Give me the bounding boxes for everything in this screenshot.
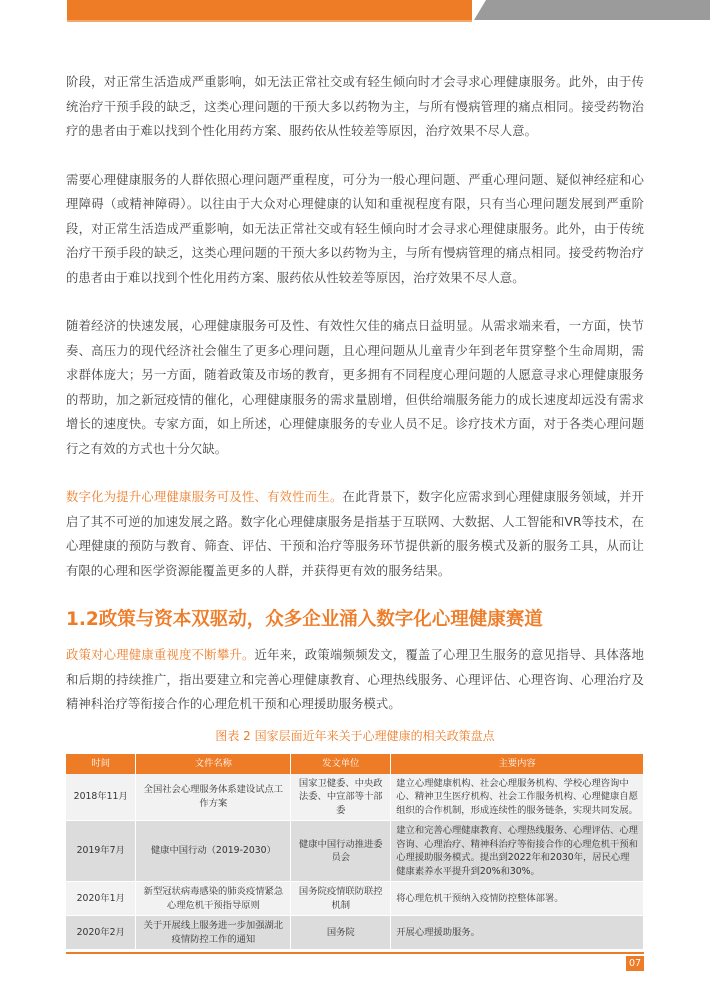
page-content: [66, 70, 644, 950]
cell-document: 健康中国行动（2019-2030）: [136, 821, 291, 882]
footer-divider: [66, 952, 644, 954]
cell-document: 关于开展线上服务进一步加强湖北疫情防控工作的通知: [136, 916, 291, 950]
paragraph-2: 需要心理健康服务的人群依照心理问题严重程度，可分为一般心理问题、严重心理问题、疑似神经症和心理障碍（或精神障碍）。以往由于大众对心理健康的认知和重视程度有限，只有当心理问题发展到严重阶段，对正常生活造成严重影响，如无法正常社交或有轻生倾向时才会寻求心理健康服务。此外，由于传统治疗干预手段的缺乏，这类心理问题的干预大多以药物为主，与所有慢病管理的痛点相同。接受药物治疗的患者由于难以找到个性化用药方案、服药依从性较差等原因，治疗效果不尽人意。: [66, 172, 644, 285]
cell-issuer: 健康中国行动推进委员会: [291, 821, 391, 882]
header-orange-tip: [450, 0, 472, 20]
header-document: 文件名称: [136, 754, 291, 774]
paragraph-3: 随着经济的快速发展，心理健康服务可及性、有效性欠佳的痛点日益明显。从需求端来看，一方面，快节奏、高压力的现代经济社会催生了更多心理问题，且心理问题从儿童青少年到老年贯穿整个生命周期，需求群体庞大；另一方面，随着政策及市场的教育，更多拥有不同程度心理问题的人愿意寻求心理健康服务的帮助，加之新冠疫情的催化，心理健康服务的需求量剧增，但供给端服务能力的成长速度却远没有需求增长的速度快。专家方面，如上所述，心理健康服务的专业人员不足。诊疗技术方面，对于各类心理问题行之有效的方式也十分欠缺。: [66, 319, 644, 456]
paragraph-4: [66, 485, 644, 583]
cell-content: 将心理危机干预纳入疫情防控整体部署。: [391, 882, 644, 916]
cell-issuer: 国务院疫情联防联控机制: [291, 882, 391, 916]
cell-issuer: 国务院: [291, 916, 391, 950]
cell-time: 2019年7月: [66, 821, 136, 882]
table-caption: 图表 2 国家层面近年来关于心理健康的相关政策盘点: [215, 728, 495, 743]
cell-content: 开展心理援助服务。: [391, 916, 644, 950]
paragraph-1: 阶段，对正常生活造成严重影响，如无法正常社交或有轻生倾向时才会寻求心理健康服务。此外，由于传统治疗干预手段的缺乏，这类心理问题的干预大多以药物为主，与所有慢病管理的痛点相同。接受药物治疗的患者由于难以找到个性化用药方案、服药依从性较差等原因，治疗效果不尽人意。: [66, 75, 644, 138]
header-underline: [67, 20, 472, 22]
cell-time: 2020年1月: [66, 882, 136, 916]
section-title: 1.2政策与资本双驱动，众多企业涌入数字化心理健康赛道: [66, 609, 543, 630]
table-row: [66, 821, 644, 882]
cell-content: 建立和完善心理健康教育、心理热线服务、心理评估、心理咨询、心理治疗、精神科治疗等衔接合作的心理危机干预和心理援助服务模式。提出到2022年和2030年，居民心理健康素养水平提升到20%和30%。: [391, 821, 644, 882]
cell-time: 2018年11月: [66, 774, 136, 821]
table-row: [66, 882, 644, 916]
header-time: 时间: [66, 754, 136, 774]
cell-issuer: 国家卫健委、中央政法委、中宣部等十部委: [291, 774, 391, 821]
table-row: [66, 916, 644, 950]
table-header-row: [66, 754, 644, 774]
policy-table: [66, 754, 644, 951]
cell-document: 新型冠状病毒感染的肺炎疫情紧急心理危机干预指导原则: [136, 882, 291, 916]
header-decoration: [0, 0, 710, 22]
header-orange-band: [67, 0, 472, 20]
header-gray-band: [474, 0, 710, 20]
cell-time: 2020年2月: [66, 916, 136, 950]
cell-document: 全国社会心理服务体系建设试点工作方案: [136, 774, 291, 821]
paragraph-5-text: 近年来，政策端频频发文，覆盖了心理卫生服务的意见指导、具体落地和后期的持续推广，指出要建立和完善心理健康教育、心理热线服务、心理评估、心理咨询、心理治疗及精神科治疗等衔接合作的心理危机干预和心理援助服务模式。: [66, 648, 644, 711]
paragraph-4-text: 在此背景下，数字化应需求到心理健康服务领域，并开启了其不可逆的加速发展之路。数字化心理健康服务是指基于互联网、大数据、人工智能和VR等技术，在心理健康的预防与教育、筛查、评估、干预和治疗等服务环节提供新的服务模式及新的服务工具，从而让有限的心理和医学资源能覆盖更多的人群，并获得更有效的服务结果。: [66, 490, 644, 578]
paragraph-5-highlight: 政策对心理健康重视度不断攀升。: [66, 648, 255, 662]
cell-content: 建立心理健康机构、社会心理服务机构、学校心理咨询中心、精神卫生医疗机构、社会工作服务机构、心理健康自愿组织的合作机制，形成连续性的服务链条，实现共同发展。: [391, 774, 644, 821]
header-content: 主要内容: [391, 754, 644, 774]
paragraph-4-highlight: 数字化为提升心理健康服务可及性、有效性而生。: [66, 490, 343, 504]
page-number: 07: [626, 956, 644, 971]
header-issuer: 发文单位: [291, 754, 391, 774]
table-row: [66, 774, 644, 821]
paragraph-5: [66, 643, 644, 717]
